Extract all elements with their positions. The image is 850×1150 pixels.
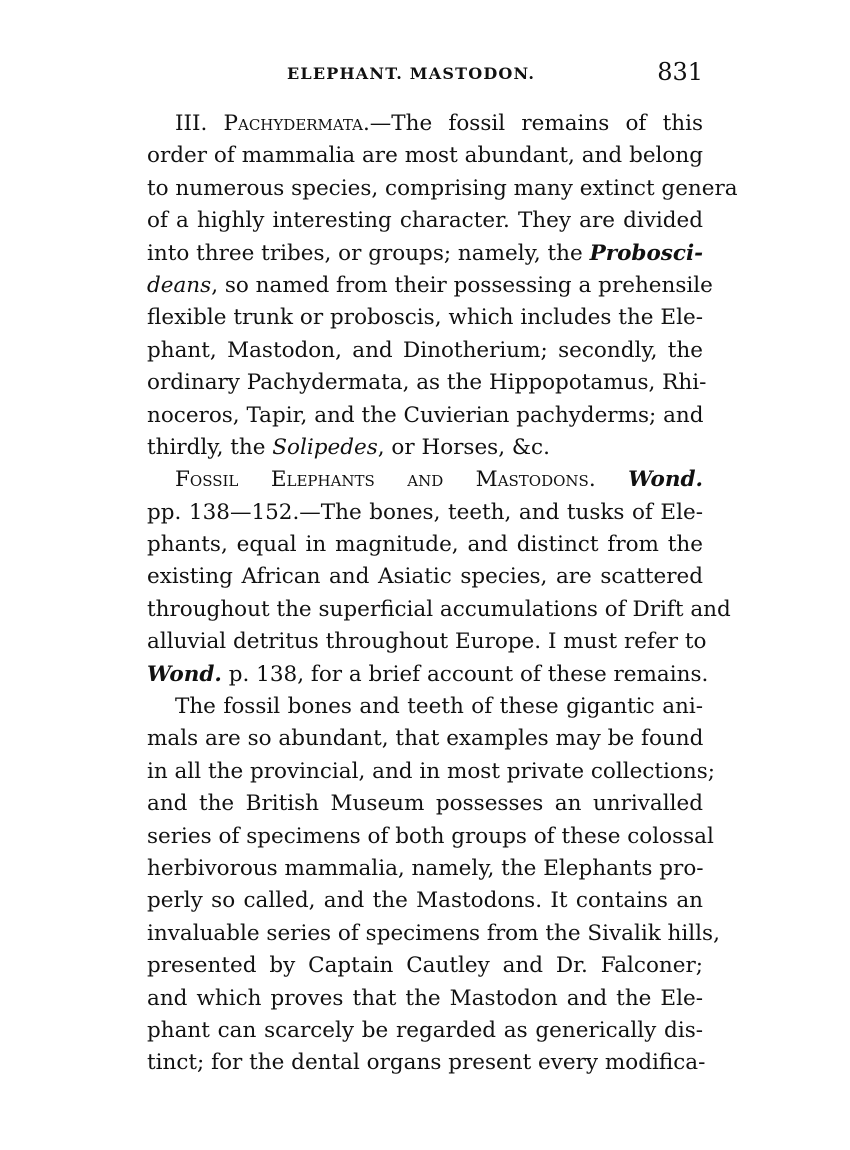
- text-line: series of specimens of both groups of these colossal: [147, 823, 714, 849]
- text-line: throughout the superficial accumulations of Drift and: [147, 596, 731, 622]
- text-line: order of mammalia are most abundant, and belong: [147, 143, 703, 169]
- text-line: phants, equal in magnitude, and distinct from the: [147, 532, 703, 558]
- section-heading: Pachydermata: [223, 111, 363, 136]
- text-line: phant can scarcely be regarded as generically dis-: [147, 1017, 703, 1043]
- text-line: mals are so abundant, that examples may be found: [147, 726, 704, 752]
- text-line: ordinary Pachydermata, as the Hippopotamus, Rhi-: [147, 370, 707, 396]
- text-line: flexible trunk or proboscis, which includes the Ele-: [147, 305, 703, 331]
- text-line: tinct; for the dental organs present every modifica-: [147, 1050, 706, 1076]
- text-line: deans, so named from their possessing a prehensile: [147, 272, 713, 298]
- text-line: III. Pachydermata.—The fossil remains of this: [175, 111, 703, 136]
- section-heading: Fossil Elephants and Mastodons.: [175, 467, 596, 493]
- text-line: The fossil bones and teeth of these gigantic ani-: [175, 694, 703, 720]
- body-text: [147, 108, 738, 1080]
- text-line: into three tribes, or groups; namely, the Probosci-: [147, 240, 704, 266]
- text-line: in all the provincial, and in most private collections;: [147, 758, 715, 784]
- running-head: [147, 58, 703, 98]
- text-line: noceros, Tapir, and the Cuvierian pachyderms; and: [147, 402, 704, 428]
- text-line: herbivorous mammalia, namely, the Elephants pro-: [147, 855, 704, 881]
- reference-abbrev: Wond.: [147, 661, 222, 687]
- text-line: invaluable series of specimens from the Sivalik hills,: [147, 920, 720, 946]
- text-line: Wond. p. 138, for a brief account of these remains.: [147, 661, 709, 687]
- text-line: presented by Captain Cautley and Dr. Falconer;: [147, 953, 703, 979]
- text-line: and which proves that the Mastodon and the Ele-: [147, 985, 703, 1011]
- text-line: perly so called, and the Mastodons. It contains an: [147, 888, 703, 914]
- text-line: phant, Mastodon, and Dinotherium; secondly, the: [147, 337, 703, 363]
- text-line: [147, 464, 703, 496]
- text-line: and the British Museum possesses an unrivalled: [147, 791, 703, 817]
- italic-term: deans: [147, 272, 212, 298]
- italic-term: Probosci-: [589, 240, 704, 266]
- text-line: alluvial detritus throughout Europe. I must refer to: [147, 629, 707, 655]
- running-head-title: ELEPHANT. MASTODON.: [287, 64, 536, 83]
- text-line: existing African and Asiatic species, are scattered: [147, 564, 703, 590]
- page-number: 831: [657, 58, 703, 86]
- reference-abbrev: Wond.: [628, 467, 703, 493]
- text-line: pp. 138—152.—The bones, teeth, and tusks of Ele-: [147, 499, 703, 525]
- text-line: thirdly, the Solipedes, or Horses, &c.: [147, 434, 550, 460]
- text-line: to numerous species, comprising many extinct genera: [147, 175, 738, 201]
- text-line: of a highly interesting character. They are divided: [147, 208, 703, 234]
- italic-term: Solipedes: [272, 434, 378, 460]
